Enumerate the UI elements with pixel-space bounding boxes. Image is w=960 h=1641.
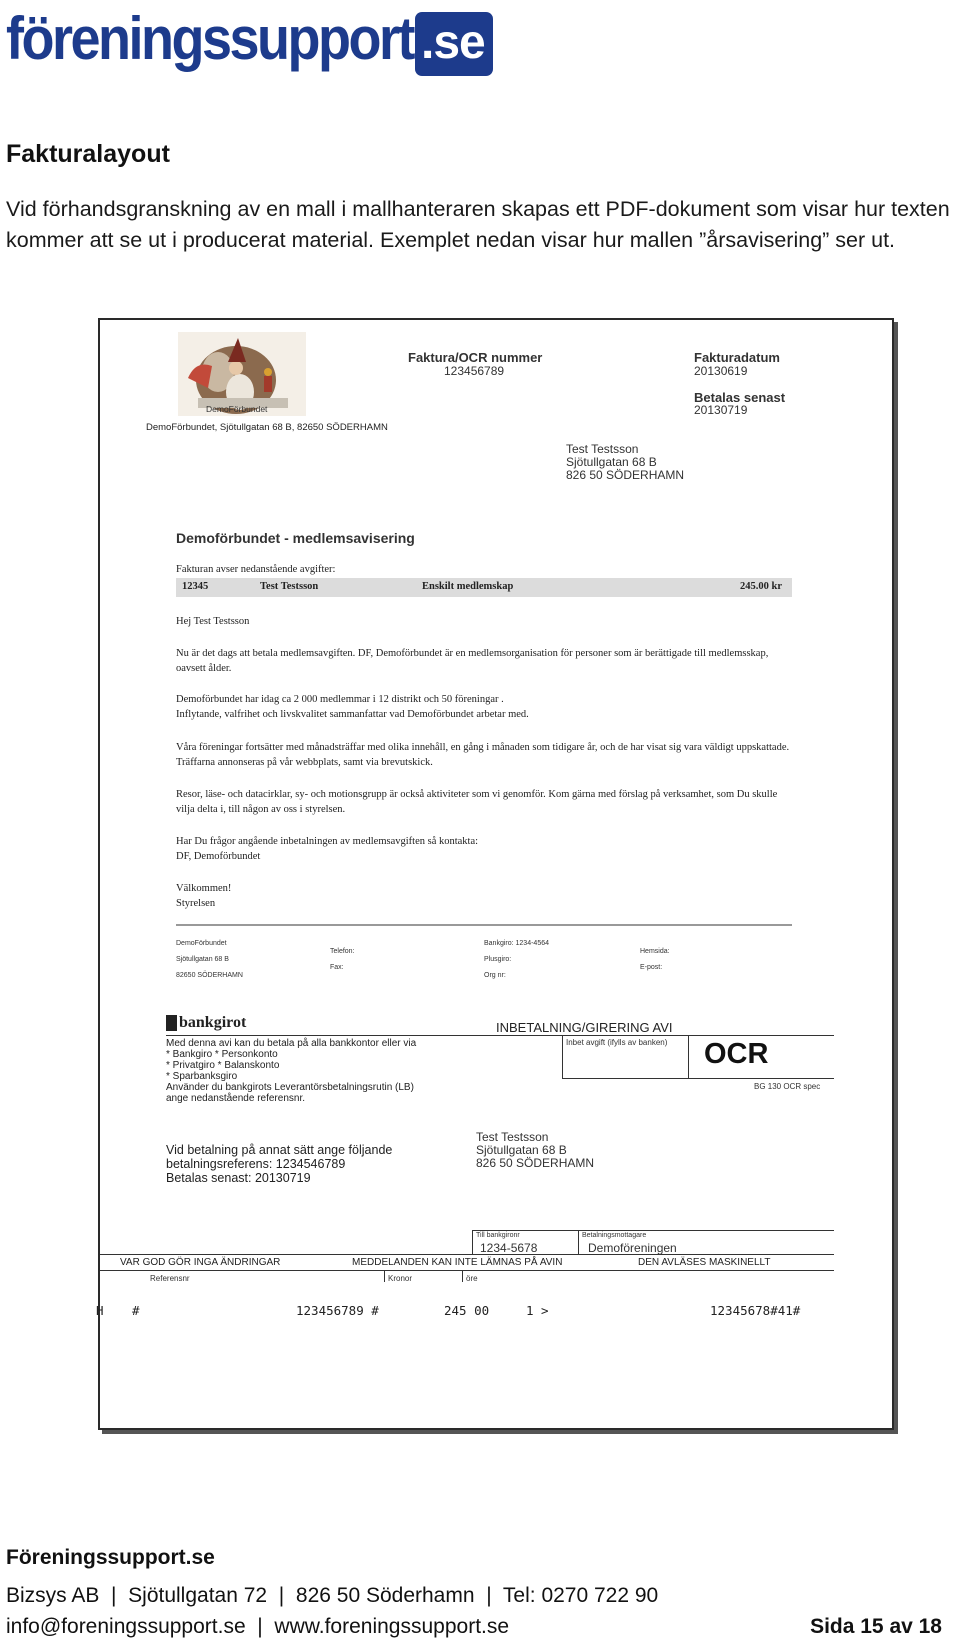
ocr-line-start: H <box>96 1303 104 1318</box>
bg-instruction: * Sparbanksgiro <box>166 1071 238 1082</box>
bg-recipient-name: Test Testsson <box>476 1130 549 1144</box>
till-bankgiro-label: Till bankgironr <box>476 1232 520 1239</box>
footer-website-label: Hemsida: <box>640 948 670 955</box>
letter-paragraph: Resor, läse- och datacirklar, sy- och motionsgrupp är också aktiviteter som vi genomför. Kom gärna med förslag på verksamhet, som Du skulle vilja delta i, till någon av oss i styrelsen. <box>176 789 778 815</box>
footer-email-label: E-post: <box>640 964 663 971</box>
bg-form-title: INBETALNING/GIRERING AVI <box>496 1020 673 1035</box>
page-number: Sida 15 av 18 <box>810 1615 942 1638</box>
intro-paragraph: Vid förhandsgranskning av en mall i mallhanteraren skapas ett PDF-dokument som visar hur texten kommer att se ut i producerat material. Exemplet nedan visar hur mallen ”årsavisering” ser ut. <box>6 197 950 252</box>
footer-org-name: DemoFörbundet <box>176 940 227 947</box>
till-bankgiro-divider <box>578 1230 579 1254</box>
fees-intro: Fakturan avser nedanstående avgifter: <box>176 564 336 575</box>
ocr-line-check: 1 > <box>526 1303 549 1318</box>
strip-left: VAR GOD GÖR INGA ÄNDRINGAR <box>120 1257 281 1268</box>
invoice-preview <box>98 318 894 1430</box>
org-logo-label: DemoFörbundet <box>206 404 268 414</box>
ocr-line-hash: # <box>132 1303 140 1318</box>
logo-tld: .se <box>415 12 493 76</box>
mottagare-value: Demoföreningen <box>588 1241 677 1255</box>
greeting: Hej Test Testsson <box>176 616 250 627</box>
alt-payment-line: Betalas senast: 20130719 <box>166 1171 311 1185</box>
ocr-line-account: 12345678#41# <box>710 1303 801 1318</box>
footer-plusgiro: Plusgiro: <box>484 956 512 963</box>
fee-row-desc: Enskilt medlemskap <box>422 581 514 592</box>
bankgirot-wordmark: bankgirot <box>179 1014 247 1031</box>
bg-instruction: * Bankgiro * Personkonto <box>166 1049 278 1060</box>
invoice-title: Demoförbundet - medlemsavisering <box>176 530 415 546</box>
due-date-value: 20130719 <box>694 403 748 417</box>
ocr-label: OCR <box>704 1038 769 1070</box>
ocr-line-amount: 245 00 <box>444 1303 490 1318</box>
bankgirot-logo <box>166 1014 246 1032</box>
due-date-title: Betalas senast <box>694 390 786 405</box>
bg-instruction: ange nedanstående referensnr. <box>166 1093 305 1104</box>
mottagare-label: Betalningsmottagare <box>582 1232 647 1239</box>
bg-spec: BG 130 OCR spec <box>754 1082 821 1091</box>
divider <box>176 924 792 926</box>
strip-mid: MEDDELANDEN KAN INTE LÄMNAS PÅ AVIN <box>352 1257 563 1268</box>
recipient-city: 826 50 SÖDERHAMN <box>566 468 685 482</box>
sender-line: DemoFörbundet, Sjötullgatan 68 B, 82650 SÖDERHAMN <box>146 422 388 433</box>
till-bankgiro-value: 1234-5678 <box>480 1241 538 1255</box>
ore-tick <box>462 1271 463 1282</box>
kronor-label: Kronor <box>388 1274 413 1283</box>
footer-web-line: info@foreningssupport.se | www.foreningssupport.se <box>6 1615 510 1638</box>
footer-org-city: 82650 SÖDERHAMN <box>176 972 243 979</box>
fee-row-id: 12345 <box>182 581 209 592</box>
strip-rule-bottom <box>100 1270 834 1271</box>
bg-instruction: * Privatgiro * Balanskonto <box>166 1060 280 1071</box>
strip-right: DEN AVLÄSES MASKINELLT <box>638 1257 771 1268</box>
bg-recipient-city: 826 50 SÖDERHAMN <box>476 1156 595 1170</box>
logo-wordmark: föreningssupport <box>6 5 413 73</box>
footer-contact-line: Bizsys AB | Sjötullgatan 72 | 826 50 Söderhamn | Tel: 0270 722 90 <box>6 1584 659 1607</box>
fee-row-amount: 245.00 kr <box>740 581 782 592</box>
alt-payment-line: Vid betalning på annat sätt ange följande <box>166 1143 393 1157</box>
footer-orgnr: Org nr: <box>484 972 506 979</box>
footer-brand: Föreningssupport.se <box>6 1546 215 1569</box>
letter-signoff: Välkommen! Styrelsen <box>176 883 232 909</box>
ocr-number-value: 123456789 <box>444 364 505 378</box>
alt-payment-line: betalningsreferens: 1234546789 <box>166 1157 346 1171</box>
section-heading: Fakturalayout <box>6 140 170 168</box>
recipient-street: Sjötullgatan 68 B <box>566 455 657 469</box>
footer-bankgiro: Bankgiro: 1234-4564 <box>484 940 549 947</box>
referens-label: Referensnr <box>150 1274 190 1283</box>
invoice-date-value: 20130619 <box>694 364 748 378</box>
letter-paragraph: Våra föreningar fortsätter med månadsträffar med olika innehåll, en gång i månaden som tidigare år, och de har visat sig vara väldigt uppskattade. Träffarna annonseras på vår webbplats, samt via brevutskick. <box>176 742 790 768</box>
bankgirot-mark-icon <box>166 1015 177 1031</box>
bg-instruction: Använder du bankgirots Leverantörsbetalningsrutin (LB) <box>166 1082 414 1093</box>
footer-phone-label: Telefon: <box>330 948 355 955</box>
invoice-date-title: Fakturadatum <box>694 350 780 365</box>
strip-rule-top <box>100 1254 834 1255</box>
fee-row-name: Test Testsson <box>260 581 319 592</box>
footer-fax-label: Fax: <box>330 964 344 971</box>
kronor-tick <box>384 1271 385 1282</box>
footer-org-street: Sjötullgatan 68 B <box>176 956 229 963</box>
letter-paragraph: Demoförbundet har idag ca 2 000 medlemmar i 12 distrikt och 50 föreningar . Inflytande, valfrihet och livskvalitet sammanfattar vad Demoförbundet arbetar med. <box>176 694 529 720</box>
bg-recipient-street: Sjötullgatan 68 B <box>476 1143 567 1157</box>
ore-label: öre <box>466 1274 478 1283</box>
letter-paragraph: Har Du frågor angående inbetalningen av medlemsavgiften så kontakta: DF, Demoförbundet <box>176 836 479 862</box>
recipient-name: Test Testsson <box>566 442 639 456</box>
ocr-number-title: Faktura/OCR nummer <box>408 350 543 365</box>
inbet-label: Inbet avgift (ifylls av banken) <box>566 1038 668 1047</box>
ocr-line-reference: 123456789 # <box>296 1303 379 1318</box>
bg-instruction: Med denna avi kan du betala på alla bankkontor eller via <box>166 1038 417 1049</box>
letter-paragraph: Nu är det dags att betala medlemsavgiften. DF, Demoförbundet är en medlemsorganisation för personer som är berättigade till medlemsskap, oavsett ålder. <box>176 648 769 674</box>
site-logo <box>6 2 493 76</box>
